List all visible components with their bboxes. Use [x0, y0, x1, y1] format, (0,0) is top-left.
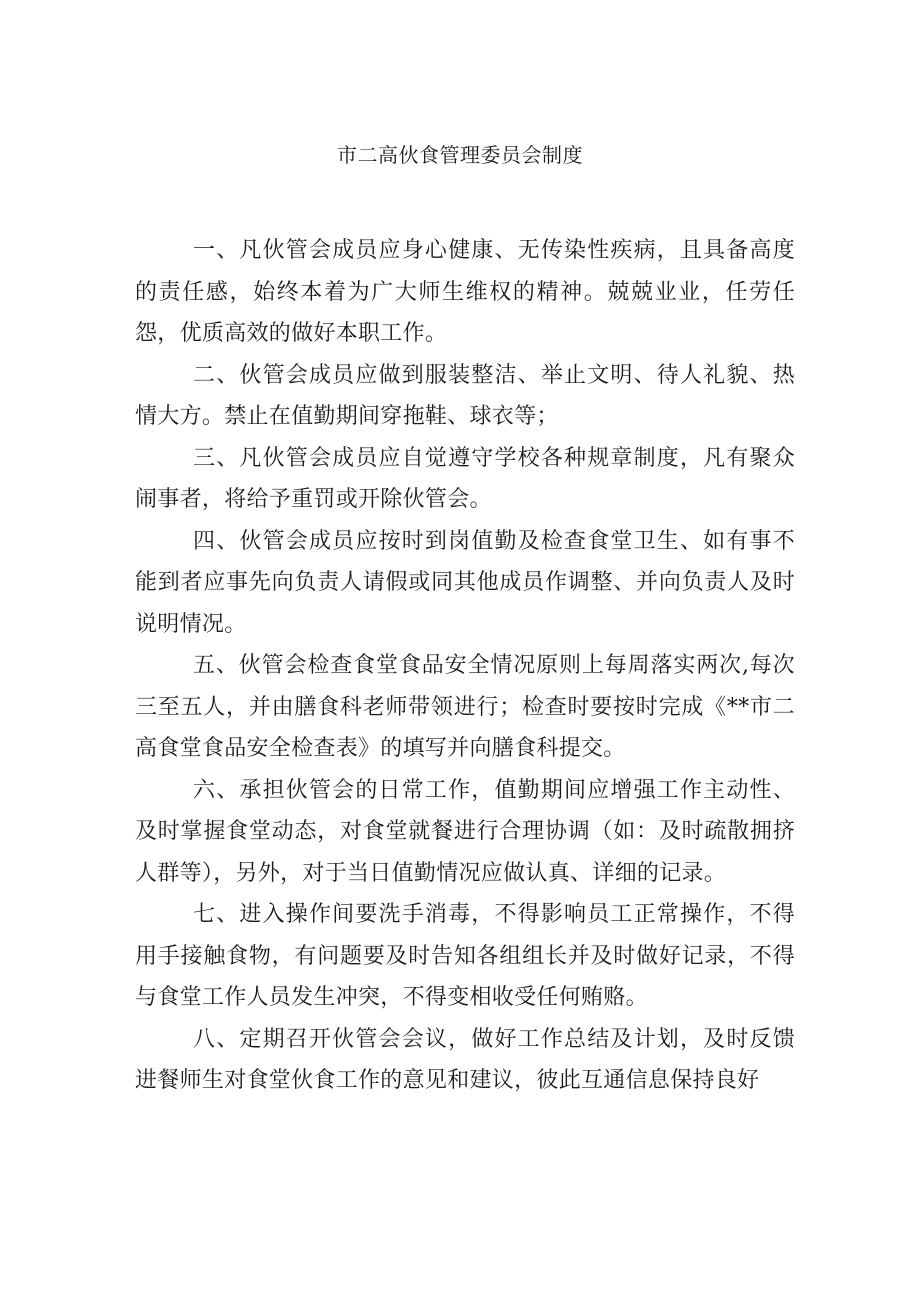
document-body [135, 230, 795, 1102]
clause-5: 五、伙管会检查食堂食品安全情况原则上每周落实两次,每次三至五人，并由膳食科老师带领进行；检查时要按时完成《**市二高食堂食品安全检查表》的填写并向膳食科提交。 [135, 653, 795, 761]
clause-4: 四、伙管会成员应按时到岗值勤及检查食堂卫生、如有事不能到者应事先向负责人请假或同其他成员作调整、并向负责人及时说明情况。 [135, 528, 795, 637]
clause-8: 八、定期召开伙管会会议，做好工作总结及计划，及时反馈进餐师生对食堂伙食工作的意见和建议，彼此互通信息保持良好 [135, 1026, 795, 1093]
clause-1: 一、凡伙管会成员应身心健康、无传染性疾病，且具备高度的责任感，始终本着为广大师生维权的精神。兢兢业业，任劳任怨，优质高效的做好本职工作。 [135, 238, 795, 346]
document-title: 市二高伙食管理委员会制度 [337, 143, 583, 167]
clause-6: 六、承担伙管会的日常工作，值勤期间应增强工作主动性、及时掌握食堂动态，对食堂就餐进行合理协调（如：及时疏散拥挤人群等），另外，对于当日值勤情况应做认真、详细的记录。 [135, 777, 795, 886]
clause-7: 七、进入操作间要洗手消毒，不得影响员工正常操作，不得用手接触食物，有问题要及时告知各组组长并及时做好记录，不得与食堂工作人员发生冲突，不得变相收受任何贿赂。 [135, 902, 795, 1010]
clause-2: 二、伙管会成员应做到服装整洁、举止文明、待人礼貌、热情大方。禁止在值勤期间穿拖鞋、球衣等； [135, 362, 795, 429]
clause-3: 三、凡伙管会成员应自觉遵守学校各种规章制度，凡有聚众闹事者，将给予重罚或开除伙管会。 [135, 445, 795, 512]
